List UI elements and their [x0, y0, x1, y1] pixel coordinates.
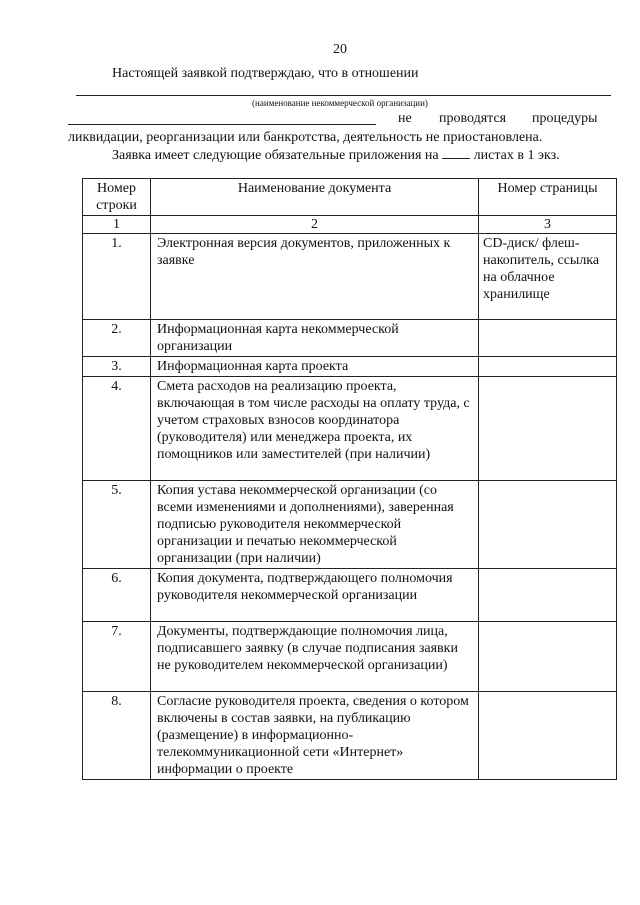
column-number-row — [83, 216, 617, 234]
document-name: Электронная версия документов, приложенных к заявке — [151, 234, 479, 320]
document-name: Смета расходов на реализацию проекта, включающая в том числе расходы на оплату труда, с учетом страховых взносов координатора (руководителя) или менеджера проекта, их помощников или заместителей (при наличии) — [151, 377, 479, 481]
row-number: 2. — [83, 320, 151, 357]
attachments-table — [82, 178, 617, 780]
table-row — [83, 569, 617, 622]
table-header-row — [83, 179, 617, 216]
document-name: Копия документа, подтверждающего полномочия руководителя некоммерческой организации — [151, 569, 479, 622]
attachments-statement — [112, 148, 560, 164]
table-row — [83, 692, 617, 780]
page-number-cell — [479, 692, 617, 780]
page-number: 20 — [333, 42, 347, 57]
page-number-cell — [479, 569, 617, 622]
page-number-cell: CD-диск/ флеш-накопитель, ссылка на облачное хранилище — [479, 234, 617, 320]
org-name-blank-line — [76, 95, 611, 96]
row-number: 3. — [83, 357, 151, 377]
intro-line: Настоящей заявкой подтверждаю, что в отношении — [112, 66, 419, 81]
row-number: 5. — [83, 481, 151, 569]
table-row — [83, 320, 617, 357]
document-name: Информационная карта проекта — [151, 357, 479, 377]
page-number-cell — [479, 377, 617, 481]
text-word: процедуры — [532, 111, 598, 126]
table-row — [83, 481, 617, 569]
row-number: 8. — [83, 692, 151, 780]
text-word: проводятся — [439, 111, 507, 126]
status-statement: ликвидации, реорганизации или банкротства, деятельность не приостановлена. — [68, 130, 543, 145]
column-index: 1 — [83, 216, 151, 234]
column-index: 3 — [479, 216, 617, 234]
page-number-cell — [479, 357, 617, 377]
row-number: 4. — [83, 377, 151, 481]
column-index: 2 — [151, 216, 479, 234]
page-number-cell — [479, 481, 617, 569]
text-word: не — [398, 111, 412, 126]
table-row — [83, 622, 617, 692]
table-row — [83, 357, 617, 377]
attachments-text-a: Заявка имеет следующие обязательные приложения на — [112, 148, 439, 163]
table-row — [83, 234, 617, 320]
row-number: 7. — [83, 622, 151, 692]
column-header-number: Номер строки — [83, 179, 151, 216]
row-number: 6. — [83, 569, 151, 622]
document-name: Копия устава некоммерческой организации (со всеми изменениями и дополнениями), заверенная подписью руководителя некоммерческой организации и печатью некоммерческой организации (при наличии) — [151, 481, 479, 569]
document-name: Документы, подтверждающие полномочия лица, подписавшего заявку (в случае подписания заявки не руководителем некоммерческой организации) — [151, 622, 479, 692]
column-header-page: Номер страницы — [479, 179, 617, 216]
attachments-text-b: листах в 1 экз. — [473, 148, 560, 163]
document-name: Информационная карта некоммерческой организации — [151, 320, 479, 357]
document-name: Согласие руководителя проекта, сведения о котором включены в состав заявки, на публикацию (размещение) в информационно-телекоммуникационной сети «Интернет» информации о проекте — [151, 692, 479, 780]
page-number-cell — [479, 320, 617, 357]
org-name-blank-line-2 — [68, 124, 376, 125]
org-name-caption: (наименование некоммерческой организации) — [252, 98, 428, 108]
column-header-document: Наименование документа — [151, 179, 479, 216]
row-number: 1. — [83, 234, 151, 320]
table-row — [83, 377, 617, 481]
page-number-cell — [479, 622, 617, 692]
sheet-count-blank — [442, 148, 470, 159]
